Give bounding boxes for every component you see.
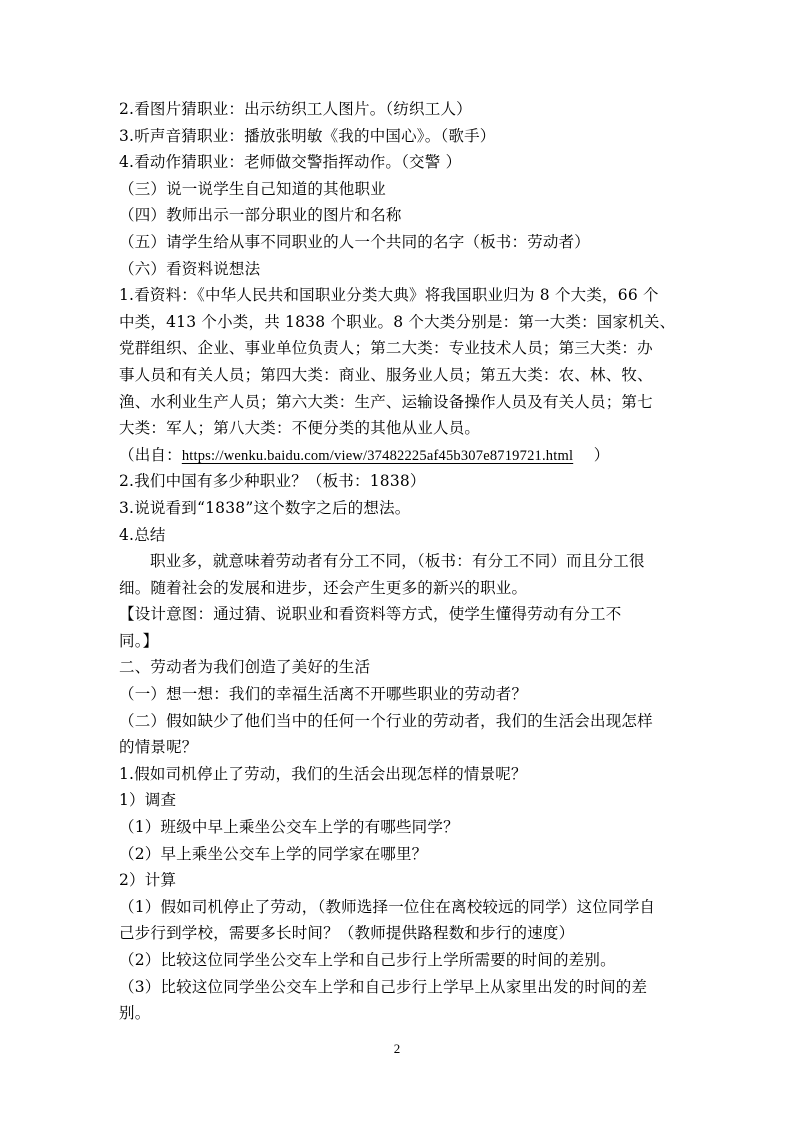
- page-number: 2: [393, 1041, 401, 1056]
- text-line: （二）假如缺少了他们当中的任何一个行业的劳动者，我们的生活会出现怎样: [119, 711, 653, 730]
- text-line: 别。: [119, 1004, 151, 1023]
- section-heading: （四）教师出示一部分职业的图片和名称: [119, 206, 402, 225]
- text-line: 党群组织、企业、事业单位负责人；第二大类：专业技术人员；第三大类：办: [119, 339, 653, 358]
- source-citation: [119, 442, 675, 469]
- text-line: 2）计算: [119, 871, 177, 890]
- source-suffix: ）: [573, 445, 610, 464]
- text-line: 3.听声音猜职业：播放张明敏《我的中国心》。（歌手）: [119, 126, 496, 145]
- text-line: 事人员和有关人员；第四大类：商业、服务业人员；第五大类：农、林、牧、: [119, 365, 653, 384]
- text-line: 大类：军人；第八大类：不便分类的其他从业人员。: [119, 419, 481, 438]
- text-line: 4.总结: [119, 525, 166, 544]
- section-heading: 二、劳动者为我们创造了美好的生活: [119, 658, 371, 677]
- text-line: 2.我们中国有多少种职业？（板书：1838）: [119, 472, 426, 491]
- section-heading: （三）说一说学生自己知道的其他职业: [119, 179, 386, 198]
- text-line: 1）调查: [119, 791, 177, 810]
- text-line: 3.说说看到“1838”这个数字之后的想法。: [119, 498, 411, 517]
- source-link[interactable]: https://wenku.baidu.com/view/37482225af45b307e8719721.html: [181, 447, 574, 464]
- text-line: 1.假如司机停止了劳动，我们的生活会出现怎样的情景呢？: [119, 764, 527, 783]
- text-line: 1.看资料：《中华人民共和国职业分类大典》将我国职业归为 8 个大类，66 个: [119, 286, 659, 305]
- text-line: 的情景呢？: [119, 738, 198, 757]
- text-line: （一）想一想：我们的幸福生活离不开哪些职业的劳动者？: [119, 685, 528, 704]
- text-line: 中类，413 个小类，共 1838 个职业。8 个大类分别是：第一大类：国家机关、: [119, 312, 676, 331]
- summary-line: 细。随着社会的发展和进步，还会产生更多的新兴的职业。: [119, 578, 528, 597]
- section-heading: （六）看资料说想法: [119, 259, 261, 278]
- design-intent: 同。】: [119, 631, 159, 650]
- text-line: （3）比较这位同学坐公交车上学和自己步行上学早上从家里出发的时间的差: [119, 977, 648, 996]
- text-line: （2）早上乘坐公交车上学的同学家在哪里？: [119, 844, 428, 863]
- text-line: 4.看动作猜职业：老师做交警指挥动作。（交警 ）: [119, 153, 462, 172]
- text-line: （1）班级中早上乘坐公交车上学的有哪些同学？: [119, 818, 459, 837]
- source-prefix: （出自：: [119, 445, 182, 464]
- text-line: （1）假如司机停止了劳动，（教师选择一位住在离校较远的同学）这位同学自: [119, 897, 656, 916]
- text-line: 渔、水利业生产人员；第六大类：生产、运输设备操作人员及有关人员；第七: [119, 392, 653, 411]
- text-line: 2.看图片猜职业：出示纺织工人图片。（纺织工人）: [119, 100, 472, 118]
- summary-line: 职业多，就意味着劳动者有分工不同，（板书：有分工不同）而且分工很: [150, 552, 645, 571]
- document-body: [119, 96, 675, 1027]
- text-line: （2）比较这位同学坐公交车上学和自己步行上学所需要的时间的差别。: [119, 951, 616, 969]
- design-intent: 【设计意图：通过猜、说职业和看资料等方式，使学生懂得劳动有分工不: [119, 605, 622, 624]
- section-heading: （五）请学生给从事不同职业的人一个共同的名字（板书：劳动者）: [119, 232, 591, 251]
- text-line: 己步行到学校，需要多长时间？（教师提供路程数和步行的速度）: [119, 924, 575, 943]
